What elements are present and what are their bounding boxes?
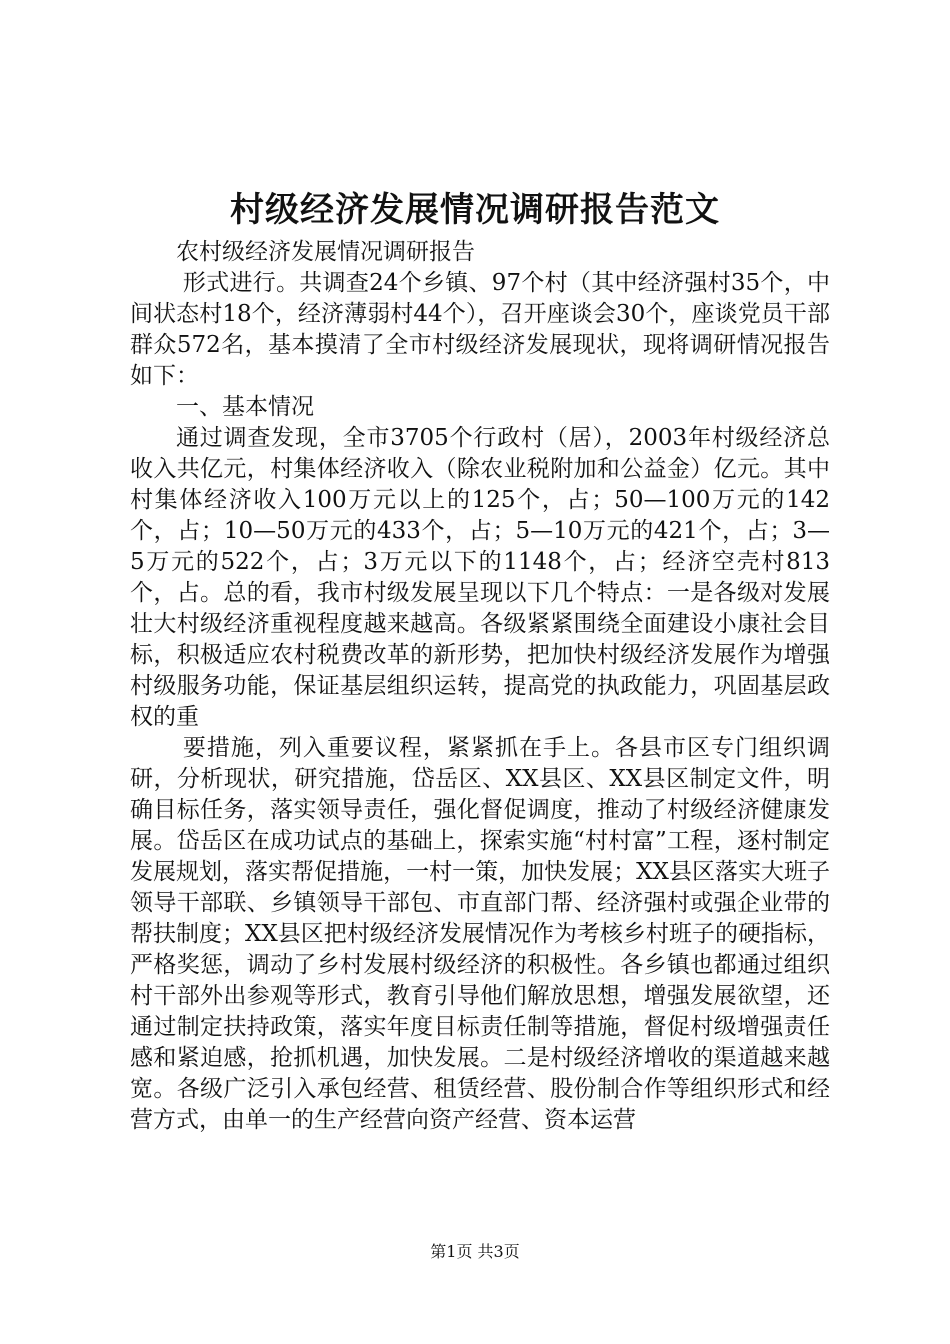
paragraph-intro: 形式进行。共调查24个乡镇、97个村（其中经济强村35个，中间状态村18个，经济薄弱村44个），召开座谈会30个，座谈党员干部群众572名，基本摸清了全市村级经济发展现状，现将调研情况报告如下： — [130, 270, 830, 389]
paragraph-basic-situation: 通过调查发现，全市3705个行政村（居），2003年村级经济总收入共亿元，村集体经济收入（除农业税附加和公益金）亿元。其中村集体经济收入100万元以上的125个，占；50—100万元的142个，占；10—50万元的433个，占；5—10万元的421个，占；3—5万元的522个，占；3万元以下的1148个，占；经济空壳村813个，占。总的看，我市村级发展呈现以下几个特点：一是各级对发展壮大村级经济重视程度越来越高。各级紧紧围绕全面建设小康社会目标，积极适应农村税费改革的新形势，把加快村级经济发展作为增强村级服务功能，保证基层组织运转，提高党的执政能力，巩固基层政权的重 — [130, 425, 830, 730]
document-body — [130, 237, 830, 1136]
paragraph-subtitle: 农村级经济发展情况调研报告 — [176, 239, 475, 265]
paragraph-measures: 要措施，列入重要议程，紧紧抓在手上。各县市区专门组织调研，分析现状，研究措施，岱岳区、XX县区、XX县区制定文件，明确目标任务，落实领导责任，强化督促调度，推动了村级经济健康发展。岱岳区在成功试点的基础上，探索实施“村村富”工程，逐村制定发展规划，落实帮促措施，一村一策，加快发展；XX县区落实大班子领导干部联、乡镇领导干部包、市直部门帮、经济强村或强企业带的帮扶制度；XX县区把村级经济发展情况作为考核乡村班子的硬指标，严格奖惩，调动了乡村发展村级经济的积极性。各乡镇也都通过组织村干部外出参观等形式，教育引导他们解放思想，增强发展欲望，还通过制定扶持政策，落实年度目标责任制等措施，督促村级增强责任感和紧迫感，抢抓机遇，加快发展。二是村级经济增收的渠道越来越宽。各级广泛引入承包经营、租赁经营、股份制合作等组织形式和经营方式，由单一的生产经营向资产经营、资本运营 — [130, 735, 830, 1133]
document-title: 村级经济发展情况调研报告范文 — [230, 190, 720, 230]
section-heading-basic: 一、基本情况 — [176, 394, 314, 420]
page-footer: 第1页 共3页 — [430, 1242, 520, 1261]
